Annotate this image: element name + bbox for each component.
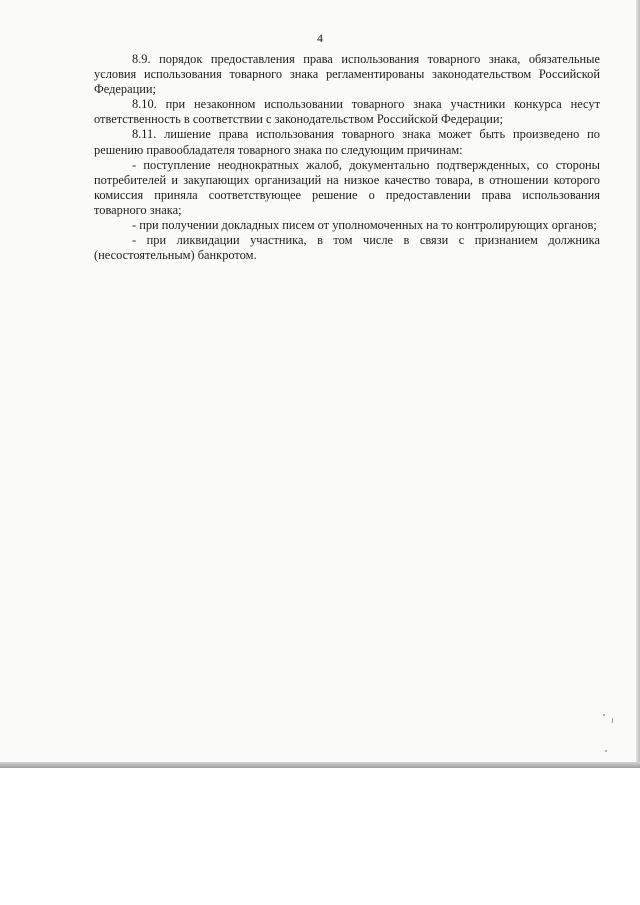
clause-8-10: 8.10. при незаконном использовании товарного знака участники конкурса несут ответственность в соответствии с законодательством Российской Федерации; (94, 97, 600, 127)
page-number: 4 (317, 31, 323, 45)
reason-complaints: - поступление неоднократных жалоб, документально подтвержденных, со стороны потребителей и закупающих организаций на низкое качество товара, в отношении которого комиссия приняла соответствующее решение о предоставлении права использования товарного знака; (94, 157, 600, 217)
clause-8-9: 8.9. порядок предоставления права использования товарного знака, обязательные условия использования товарного знака регламентированы законодательством Российской Федерации; (94, 52, 600, 97)
scan-edge-bottom (0, 762, 640, 768)
scan-edge-right (636, 0, 640, 768)
scan-speck (605, 750, 607, 752)
scan-speck (612, 718, 613, 723)
reason-liquidation: - при ликвидации участника, в том числе в связи с признанием должника (несостоятельным) банкротом. (94, 233, 600, 263)
document-body (94, 52, 600, 263)
reason-reports: - при получении докладных писем от уполномоченных на то контролирующих органов; (132, 218, 597, 233)
scan-speck (603, 714, 605, 716)
clause-8-11: 8.11. лишение права использования товарного знака может быть произведено по решению правообладателя товарного знака по следующим причинам: (94, 127, 600, 157)
